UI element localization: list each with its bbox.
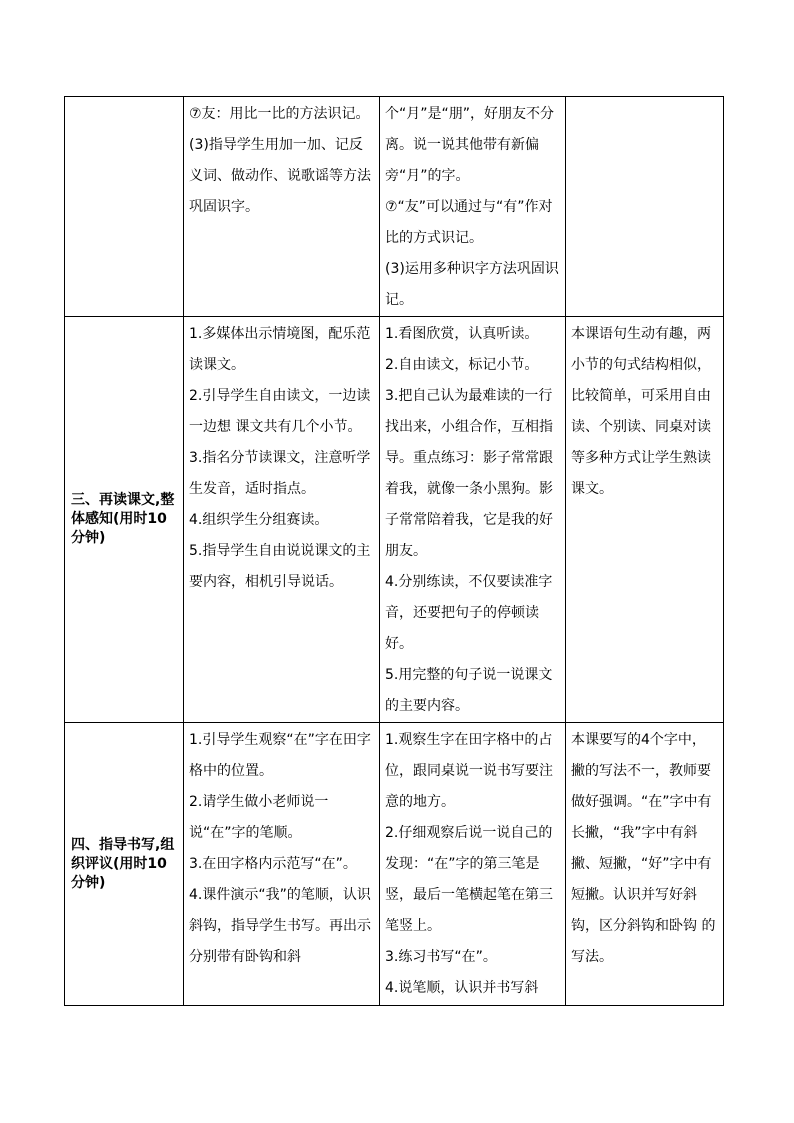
student-activity-text: 3.把自己认为最难读的一行找出来，小组合作，互相指导。重点练习：影子常常跟着我，就像一条小黑狗。影子常常陪着我，它是我的好朋友。: [385, 388, 553, 559]
teacher-activity-text: 2.请学生做小老师说一说“在”字的笔顺。: [189, 794, 329, 841]
student-activity-cell: [380, 723, 566, 1006]
teacher-activity-text: 4.课件演示“我”的笔顺，认识斜钩，指导学生书写。再出示分别带有卧钩和斜: [189, 887, 371, 965]
design-note-text: 本课要写的4个字中，撇的写法不一，教师要做好强调。“在”字中有长撇，“我”字中有斜撇、短撇，“好”字中有短撇。认识并写好斜钩，区分斜钩和卧钩 的写法。: [571, 732, 716, 965]
teacher-activity-text: 1.引导学生观察“在”字在田字格中的位置。: [189, 732, 371, 779]
table-row: [65, 97, 724, 317]
design-note-text: 本课语句生动有趣，两小节的句式结构相似，比较简单，可采用自由读、个别读、同桌对读等多种方式让学生熟读课文。: [571, 326, 711, 497]
student-activity-text: 2.自由读文，标记小节。: [385, 357, 539, 373]
teacher-activity-cell: [184, 723, 380, 1006]
student-activity-cell: [380, 97, 566, 317]
student-activity-text: 个“月”是“朋”，好朋友不分离。说一说其他带有新偏旁“月”的字。: [385, 106, 555, 184]
design-note-cell: [566, 97, 724, 317]
student-activity-cell: [380, 317, 566, 723]
teacher-activity-text: 5.指导学生自由说说课文的主要内容，相机引导说话。: [189, 543, 371, 590]
table-row: [65, 317, 724, 723]
student-activity-text: (3)运用多种识字方法巩固识记。: [385, 261, 559, 308]
table-row: [65, 723, 724, 1006]
teacher-activity-cell: [184, 317, 380, 723]
student-activity-text: 5.用完整的句子说一说课文的主要内容。: [385, 667, 553, 714]
teacher-activity-text: (3)指导学生用加一加、记反义词、做动作、说歌谣等方法巩固识字。: [189, 137, 371, 215]
teacher-activity-text: 3.指名分节读课文，注意听学生发音，适时指点。: [189, 450, 371, 497]
lesson-plan-table: [64, 96, 724, 1006]
student-activity-text: 4.分别练读，不仅要读准字音，还要把句子的停顿读好。: [385, 574, 553, 652]
design-note-cell: [566, 317, 724, 723]
student-activity-text: 4.说笔顺，认识并书写斜: [385, 980, 539, 996]
stage-cell: 四、指导书写,组织评议(用时10分钟): [65, 723, 184, 1006]
stage-cell: [65, 97, 184, 317]
teacher-activity-text: ⑦友：用比一比的方法识记。: [189, 106, 370, 122]
teacher-activity-text: 4.组织学生分组赛读。: [189, 512, 329, 528]
design-note-cell: [566, 723, 724, 1006]
teacher-activity-text: 1.多媒体出示情境图，配乐范读课文。: [189, 326, 371, 373]
stage-cell: 三、再读课文,整体感知(用时10分钟): [65, 317, 184, 723]
student-activity-text: 1.看图欣赏，认真听读。: [385, 326, 539, 342]
student-activity-text: ⑦“友”可以通过与“有”作对比的方式识记。: [385, 199, 553, 246]
teacher-activity-cell: [184, 97, 380, 317]
student-activity-text: 2.仔细观察后说一说自己的发现：“在”字的第三笔是竖，最后一笔横起笔在第三笔竖上。: [385, 825, 553, 934]
student-activity-text: 3.练习书写“在”。: [385, 949, 497, 965]
teacher-activity-text: 2.引导学生自由读文，一边读一边想 课文共有几个小节。: [189, 388, 371, 435]
teacher-activity-text: 3.在田字格内示范写“在”。: [189, 856, 357, 872]
student-activity-text: 1.观察生字在田字格中的占位，跟同桌说一说书写要注意的地方。: [385, 732, 553, 810]
